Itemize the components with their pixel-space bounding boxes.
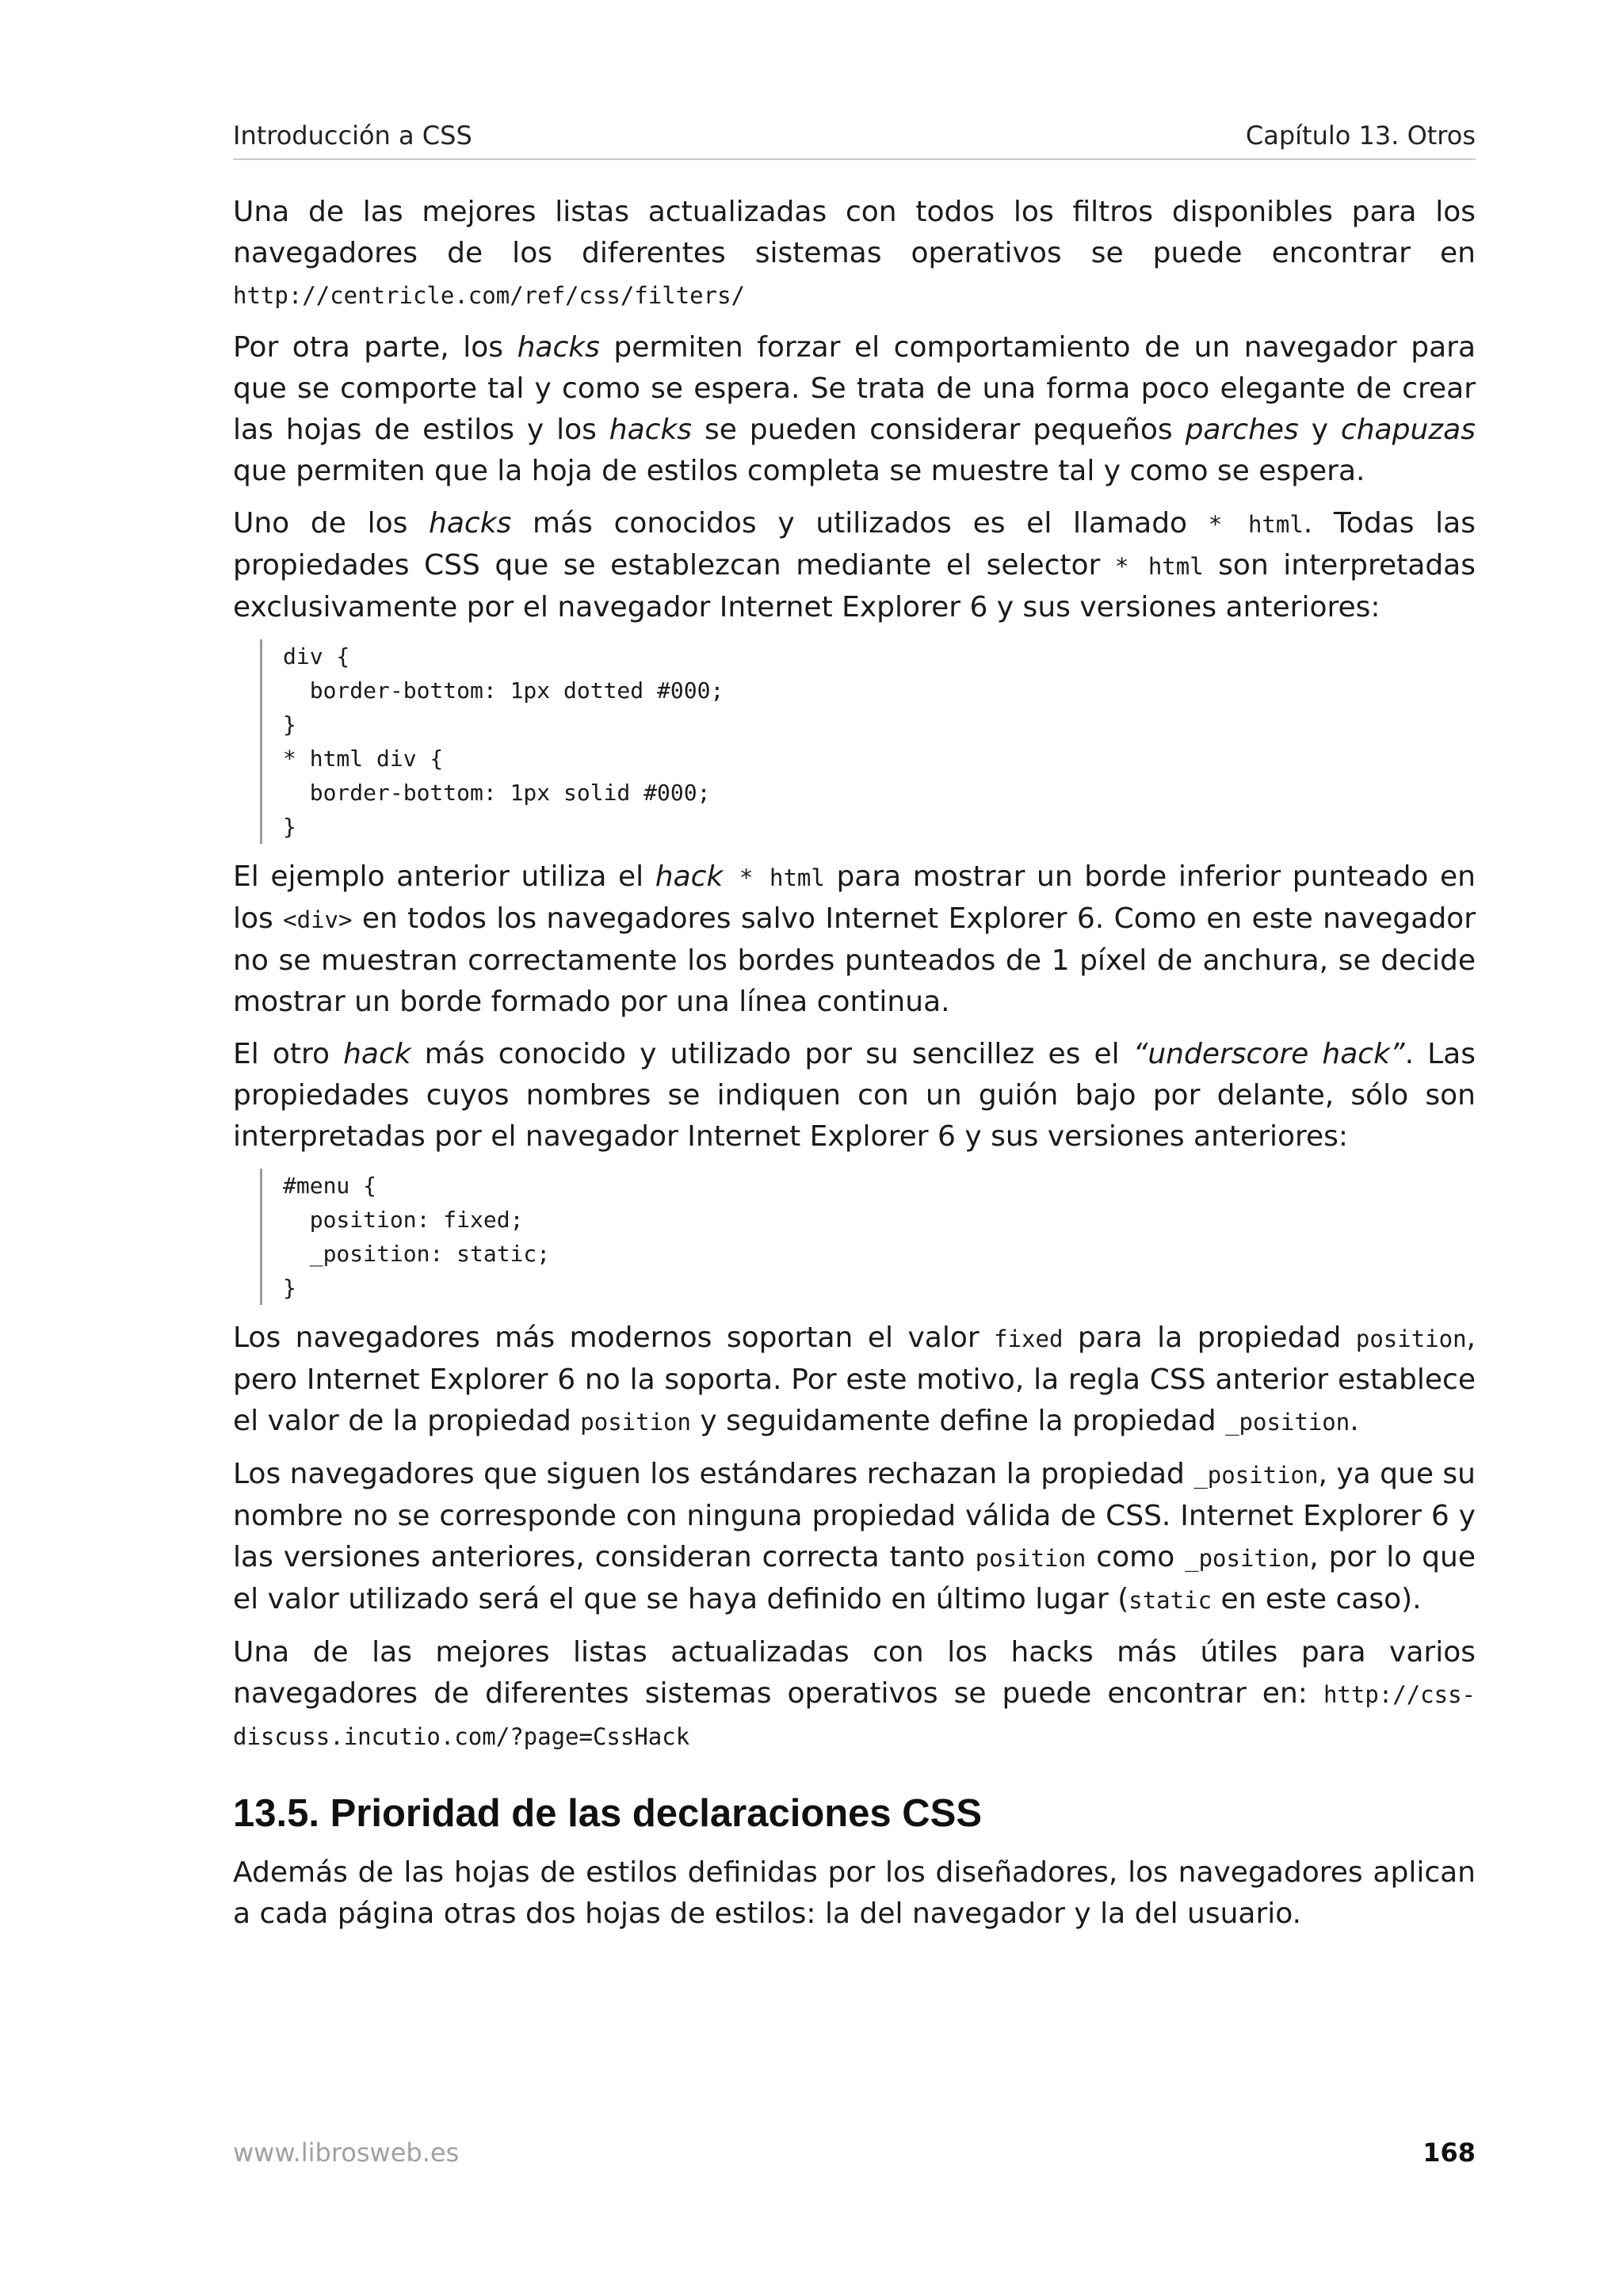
code-line: #menu { (283, 1173, 377, 1199)
code-line: } (283, 814, 296, 840)
code-line: * html div { (283, 746, 444, 772)
paragraph-example-explanation: El ejemplo anterior utiliza el hack * html para mostrar un borde inferior punteado en los <div> en todos los navegadores salvo Internet Explorer 6. Como en este navegador no se muestran correctamente los bordes punteados de 1 píxel de anchura, se decide mostrar un borde formado por una línea continua. (233, 860, 1476, 1018)
paragraph-standards-browsers: Los navegadores que siguen los estándares rechazan la propiedad _position, ya que su nombre no se corresponde con ninguna propiedad válida de CSS. Internet Explorer 6 y las versiones anteriores, consideran correcta tanto position como _position, por lo que el valor utilizado será el que se haya definido en último lugar (static en este caso). (233, 1458, 1476, 1615)
section-heading: 13.5. Prioridad de las declaraciones CSS (233, 1792, 983, 1835)
paragraph-position-fixed: Los navegadores más modernos soportan el valor fixed para la propiedad position, pero Internet Explorer 6 no la soporta. Por este motivo, la regla CSS anterior establece el valor de la propiedad position y seguidamente define la propiedad _position. (233, 1322, 1476, 1437)
code-line: border-bottom: 1px dotted #000; (283, 677, 724, 704)
code-line: position: fixed; (283, 1207, 524, 1233)
hacks-url: http://css-discuss.incutio.com/?page=CssHack (233, 1681, 1476, 1750)
paragraph-hacks-list: Una de las mejores listas actualizadas con los hacks más útiles para varios navegadores de diferentes sistemas operativos se puede encontrar en: http://css-discuss.incutio.com/?page=CssHack (233, 1636, 1476, 1750)
code-example-star-html (260, 639, 1476, 844)
code-line: _position: static; (283, 1241, 551, 1267)
paragraph-underscore-hack: El otro hack más conocido y utilizado por su sencillez es el “underscore hack”. Las propiedades cuyos nombres se indiquen con un guión bajo por delante, sólo son interpretadas por el navegador Internet Explorer 6 y sus versiones anteriores: (233, 1038, 1476, 1153)
filters-url: http://centricle.com/ref/css/filters/ (233, 282, 746, 309)
page-body (233, 192, 1476, 1946)
page-footer (233, 2138, 1476, 2177)
code-line: div { (283, 643, 350, 669)
paragraph-star-html-hack: Uno de los hacks más conocidos y utilizados es el llamado * html. Todas las propiedades CSS que se establezcan mediante el selector * html son interpretadas exclusivamente por el navegador Internet Explorer 6 y sus versiones anteriores: (233, 507, 1476, 624)
footer-site: www.librosweb.es (233, 2138, 460, 2168)
paragraph-filters-list: Una de las mejores listas actualizadas con todos los filtros disponibles para los navegadores de los diferentes sistemas operativos se puede encontrar en http://centricle.com/ref/css/filters/ (233, 196, 1476, 309)
document-page (233, 0, 1476, 2296)
chapter-title: Capítulo 13. Otros (1245, 120, 1476, 151)
code-line: border-bottom: 1px solid #000; (283, 780, 711, 806)
paragraph-hacks-intro: Por otra parte, los hacks permiten forzar el comportamiento de un navegador para que se comporte tal y como se espera. Se trata de una forma poco elegante de crear las hojas de estilos y los hacks se pueden considerar pequeños parches y chapuzas que permiten que la hoja de estilos completa se muestre tal y como se espera. (233, 331, 1476, 487)
book-title: Introducción a CSS (233, 120, 472, 151)
paragraph-priority-intro: Además de las hojas de estilos definidas por los diseñadores, los navegadores aplican a cada página otras dos hojas de estilos: la del navegador y la del usuario. (233, 1856, 1476, 1930)
page-number: 168 (1423, 2138, 1476, 2168)
running-header (233, 119, 1476, 160)
code-line: } (283, 711, 296, 738)
code-example-underscore (260, 1169, 1476, 1305)
code-line: } (283, 1275, 296, 1301)
